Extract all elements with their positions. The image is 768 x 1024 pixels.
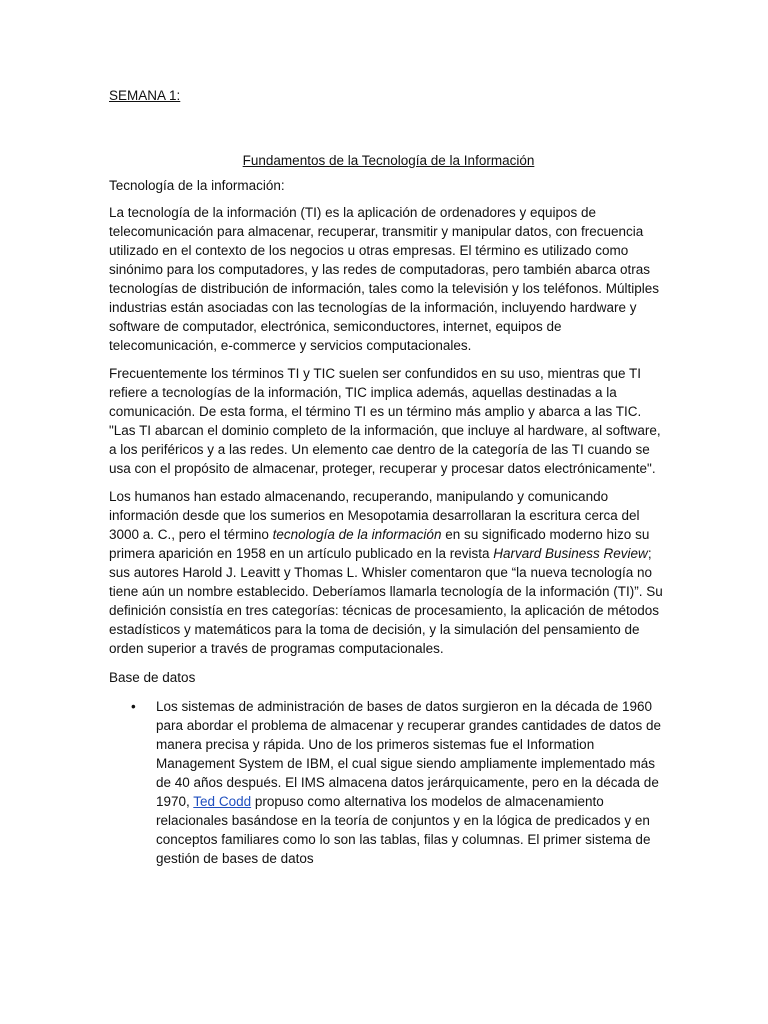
week-heading: SEMANA 1: [109,88,181,103]
section-subtitle: Tecnología de la información: [109,178,285,193]
bullet-text-a: Los sistemas de administración de bases de datos surgieron en la década de 1960 para abordar el problema de almacenar y recuperar grandes cantidades de datos de manera precisa y rápida. Uno de los primeros sistemas fue el Information Management System de IBM, el cual sigue siendo ampliamente implementado más de 40 años después. El IMS almacena datos jerárquicamente, pero en la década de 1970, [156,699,662,809]
database-bullet-list [109,697,668,868]
document-title: Fundamentos de la Tecnología de la Información [242,153,535,168]
history-text-a: Los humanos han estado almacenando, recuperando, manipulando y comunicando información desde que los sumerios en Mesopotamia desarrollaran la escritura cerca del 3000 a. C., pero el término [109,489,640,542]
paragraph-history [109,487,668,658]
list-item [131,697,668,868]
bullet-text-b: propuso como alternativa los modelos de almacenamiento relacionales basándose en la teoría de conjuntos y en la lógica de predicados y en conceptos familiares como lo son las tablas, filas y columnas. El primer sistema de gestión de bases de datos [156,794,651,866]
history-emphasis-term: tecnología de la información [272,527,442,542]
history-emphasis-journal: Harvard Business Review [493,546,648,561]
paragraph-ti-definition: La tecnología de la información (TI) es la aplicación de ordenadores y equipos de telecomunicación para almacenar, recuperar, transmitir y manipular datos, con frecuencia utilizado en el contexto de los negocios u otras empresas. El término es utilizado como sinónimo para los computadores, y las redes de computadoras, pero también abarca otras tecnologías de distribución de información, tales como la televisión y los teléfonos. Múltiples industrias están asociadas con las tecnologías de la información, incluyendo hardware y software de computador, electrónica, semiconductores, internet, equipos de telecomunicación, e-commerce y servicios computacionales. [109,205,660,353]
history-text-b: en su significado moderno hizo su primera aparición en 1958 en un artículo publicado en la revista [109,527,650,561]
history-text-c: ; sus autores Harold J. Leavitt y Thomas L. Whisler comentaron que “la nueva tecnología no tiene aún un nombre establecido. Deberíamos llamarla tecnología de la información (TI)”. Su definición consistía en tres categorías: técnicas de procesamiento, la aplicación de métodos estadísticos y matemáticos para la toma de decisión, y la simulación del pensamiento de orden superior a través de programas computacionales. [109,546,663,656]
paragraph-ti-vs-tic: Frecuentemente los términos TI y TIC suelen ser confundidos en su uso, mientras que TI refiere a tecnologías de la información, TIC implica además, aquellas destinadas a la comunicación. De esta forma, el término TI es un término más amplio y abarca a las TIC. "Las TI abarcan el dominio completo de la información, que incluye al hardware, al software, a los periféricos y a las redes. Un elemento cae dentro de la categoría de las TI cuando se usa con el propósito de almacenar, proteger, recuperar y procesar datos electrónicamente". [109,366,661,476]
ted-codd-link[interactable]: Ted Codd [193,794,252,809]
database-heading: Base de datos [109,670,196,685]
bullet-icon: • [131,699,136,714]
